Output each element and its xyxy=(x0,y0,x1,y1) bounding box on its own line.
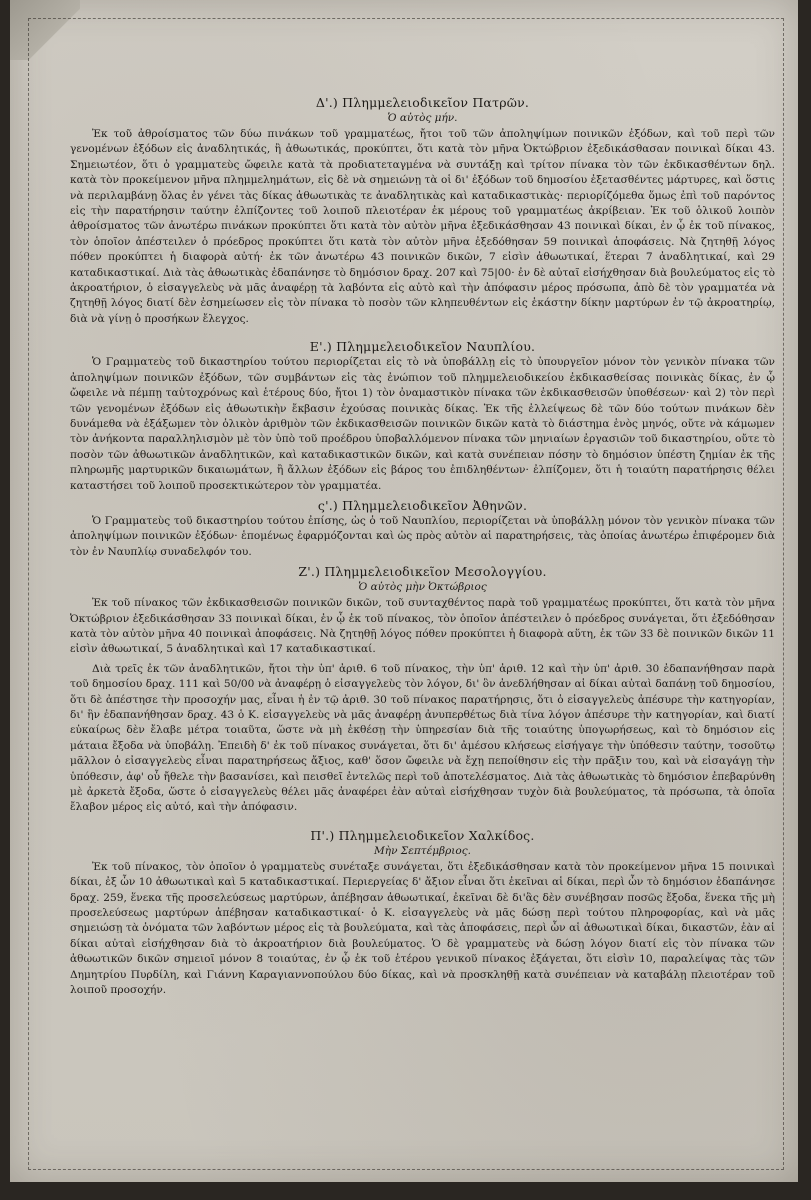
section-athens xyxy=(70,498,775,560)
section-paragraph: Ὁ Γραμματεὺς τοῦ δικαστηρίου τούτου ἐπίσης, ὡς ὁ τοῦ Ναυπλίου, περιορίζεται νὰ ὑποβάλλῃ μόνον τὸν γενικὸν πίνακα τῶν ἀποληψίμων ποινικῶν ἐξόδων· ἑπομένως ἐφαρμόζονται καὶ ὡς πρὸς αὐτὸν αἱ παρατηρήσεις, τὰς ὁποίας ἀνωτέρω ἐπιφέρομεν διὰ τὸν ἐν Ναυπλίῳ συναδελφόν του. xyxy=(70,514,775,558)
section-nafplio xyxy=(70,339,775,494)
section-heading: Ε'.) Πλημμελειοδικεῖον Ναυπλίου. xyxy=(309,339,536,355)
section-subheading: Ὁ αὐτὸς μήν. xyxy=(387,112,458,124)
document-body xyxy=(70,95,775,1003)
section-paragraph: Ἐκ τοῦ πίνακος, τὸν ὁποῖον ὁ γραμματεὺς συνέταξε συνάγεται, ὅτι ἐξεδικάσθησαν κατὰ τὸν προκείμενον μῆνα 15 ποινικαὶ δίκαι, ἐξ ὧν 10 ἀθωωτικαὶ καὶ 5 καταδικαστικαί. Περιεργείας δ' ἄξιον εἶναι ὅτι ἐκεῖναι αἱ δίκαι, περὶ ὧν τὸ δημόσιον ἐδαπάνησε δραχ. 259, ἕνεκα τῆς προσελεύσεως μαρτύρων, ἀπέβησαν ἀθωωτικαί, ἐκεῖναι δὲ δι'ἃς δὲν συνέβησαν ποσῶς ἔξοδα, ἕνεκα τῆς μὴ προσελεύσεως μαρτύρων ἀπέβησαν καταδικαστικαί· ὁ Κ. εἰσαγγελεὺς νὰ μᾶς δώσῃ περὶ τούτου πληροφορίας, καὶ νὰ μᾶς σημειώσῃ τὰ ὀνόματα τῶν λαβόντων μέρος εἰς τὰ βουλεύματα, καὶ τὰς ἀποφάσεις, περὶ ὧν αἱ ἀθωωτικαὶ δίκαι, δικαστῶν, ἐὰν αἱ δίκαι αὐταὶ εἰσήχθησαν διὰ τὸ ἀκροατήριον διὰ βουλεύματος. Ὁ δὲ γραμματεὺς νὰ δώσῃ λόγον διατί εἰς τὸν πίνακα τῶν ἀθωωτικῶν δικῶν σημειοῖ μόνον 8 τοιαύτας, ἐν ᾧ ἐκ τοῦ ἑτέρου γενικοῦ πίνακος ἐξάγεται, ὅτι εἰσὶν 10, παραλείψας τὰς τῶν Δημητρίου Πυρδίλη, καὶ Γιάννη Καραγιαννοπούλου δύο δίκας, καὶ νὰ προσκληθῇ κατὰ συνέπειαν νὰ καταβάλῃ πλειοτέραν τοῦ λοιποῦ προσοχήν. xyxy=(70,860,775,997)
section-heading: Π'.) Πλημμελειοδικεῖον Χαλκίδος. xyxy=(310,827,535,843)
section-paragraph: Διὰ τρεῖς ἐκ τῶν ἀναδλητικῶν, ἤτοι τὴν ὑπ' ἀριθ. 6 τοῦ πίνακος, τὴν ὑπ' ἀριθ. 12 καὶ τὴν ὑπ' ἀριθ. 30 ἐδαπανήθησαν παρὰ τοῦ δημοσίου δραχ. 111 καὶ 50/00 νὰ ἀναφέρῃ ὁ εἰσαγγελεὺς τὸν λόγον, δι' ὃν ἀνεδλήθησαν αἱ δίκαι αὐταὶ δαπάνῃ τοῦ δημοσίου, ὅτι δὲ ἀπέστησε τὴν προσοχήν μας, εἶναι ἡ ἐν τῷ ἀριθ. 30 τοῦ πίνακος παρατήρησις, ὅτι ὁ εἰσαγγελεὺς ἀπέσυρε τὴν κατηγορίαν, δι' ἣν ἐδαπανήθησαν δραχ. 43 ὁ Κ. εἰσαγγελεὺς νὰ μᾶς ἀναφέρῃ ἀνυπερθέτως διὰ τίνα λόγον ἀπέσυρε τὴν κατηγορίαν, καὶ διατί εὐκαίρως δὲν ἔλαβε μέτρα τοιαῦτα, ὥστε νὰ μὴ ἐκθέσῃ τὴν ὑπηρεσίαν διὰ τῆς τοιαύτης ὑπογωρήσεως, καὶ τὸ δημόσιον εἰς μάταια ἔξοδα νὰ ὑποβάλῃ. Ἐπειδὴ δ' ἐκ τοῦ πίνακος συνάγεται, ὅτι δι' ἀμέσου κλήσεως εἰσήγαγε τὴν ὑπόθεσιν ταύτην, τοσοῦτῳ μᾶλλον ὁ εἰσαγγελεὺς εἶναι παρατηρήσεως ἄξιος, καθ' ὅσον ὤφειλε νὰ ἔχῃ πεποίθησιν εἰς τὴν πρᾶξιν του, καὶ νὰ εἰσαγάγῃ τὴν ὑπόθεσιν, ἀφ' οὗ ἤθελε τὴν βασανίσει, καὶ πεισθεῖ ἐντελῶς περὶ τοῦ ἀποτελέσματος. Διὰ τὰς ἀθωωτικὰς τὸ δημόσιον ἐπεβαρύνθη μὲ ἀρκετὰ ἔξοδα, ὥστε ὁ εἰσαγγελεὺς θέλει μᾶς ἀναφέρει ἐὰν αὐταὶ εἰσήχθησαν τυχὸν διὰ βουλεύματος, τὰ πρόσωπα, τὰ ὁποῖα ἔλαβον μέρος εἰς αὐτό, καὶ τὴν ἀπόφασιν. xyxy=(70,662,775,814)
section-patras xyxy=(70,95,775,327)
section-subheading: Ὁ αὐτὸς μὴν Ὀκτώβριος xyxy=(358,581,487,594)
section-paragraph: Ἐκ τοῦ πίνακος τῶν ἐκδικασθεισῶν ποινικῶν δικῶν, τοῦ συνταχθέντος παρὰ τοῦ γραμματέως προκύπτει, ὅτι κατὰ τὸν μῆνα Ὀκτώβριον ἐξεδικάσθησαν 33 ποινικαὶ δίκαι, ἐν ᾧ ἐκ τοῦ πίνακος, τὸν ὁποῖον ἀπέστειλεν ὁ πρόεδρος συνάγεται, ὅτι ἐξεδόθησαν κατὰ τὸν αὐτὸν μῆνα 40 ποινικαὶ ἀποφάσεις. Νὰ ζητηθῇ λόγος πόθεν προκύπτει ἡ διαφορὰ αὕτη, ἐκ τῶν 33 δὲ ποινικῶν δικῶν 11 εἰσὶν ἀθωωτικαί, 5 ἀναδλητικαὶ καὶ 17 καταδικαστικαί. xyxy=(70,597,775,656)
document-page xyxy=(10,0,798,1182)
section-heading: ς'.) Πλημμελειοδικεῖον Ἀθηνῶν. xyxy=(317,497,528,513)
section-paragraph: Ὁ Γραμματεὺς τοῦ δικαστηρίου τούτου περιορίζεται εἰς τὸ νὰ ὑποβάλλῃ εἰς τὸ ὑπουργεῖον μόνον τὸν γενικὸν πίνακα τῶν ἀποληψίμων ποινικῶν ἐξόδων, τῶν συμβάντων εἰς τὰς ἐνώπιον τοῦ πλημμελειοδικείου ἐκδικασθείσας ποινικὰς δίκας, ἐν ᾧ ὤφειλε νὰ πέμπῃ ταὐτοχρόνως καὶ ἑτέρους δύο, ἤτοι 1) τὸν ὀναμαστικὸν πίνακα τῶν ἐκδικασθεισῶν ὑποθέσεων· καὶ 2) τὸν περὶ τῶν γενομένων ἐξόδων εἰς ἀθωωτικὴν ἔκβασιν ἐχούσας ποινικὰς δίκας. Ἐκ τῆς ἐλλείψεως δὲ τῶν δύο τούτων πινάκων δὲν δυνάμεθα νὰ ἐξάξωμεν τὸν ὁλικὸν ἀριθμὸν τῶν ἐκδικασθεισῶν ποινικῶν δικῶν κατὰ τὸ διάστημα ἑνὸς μηνός, οὔτε νὰ κάμωμεν τὸν ἀνήκοντα παραλληλισμὸν μὲ τὸν ὑπὸ τοῦ προέδρου ὑποβαλλόμενον πίνακα τῶν μηνιαίων ἐργασιῶν τοῦ δικαστηρίου, οὔτε τὸ ποσὸν τῶν ἀθωωτικῶν ἀναδλητικῶν, καὶ καταδικαστικῶν δικῶν, καὶ κατὰ συνέπειαν πόσην τὸ δημόσιον ὑπέστη ζημίαν ἐκ τῆς πληρωμῆς μαρτυρικῶν δικαιωμάτων, ἢ ἄλλων ἐξόδων εἰς βάρος του ἐπιδληθέντων· ἐλπίζομεν, ὅτι ἡ τοιαύτη παρατήρησις θέλει καταστήσει τοῦ λοιποῦ προσεκτικώτερον τὸν γραμματέα. xyxy=(70,356,775,492)
section-heading: Ζ'.) Πλημμελειοδικεῖον Μεσολογγίου. xyxy=(298,564,547,580)
section-paragraph: Ἐκ τοῦ ἀθροίσματος τῶν δύω πινάκων τοῦ γραμματέως, ἤτοι τοῦ τῶν ἀποληψίμων ποινικῶν ἐξόδων, καὶ τοῦ περὶ τῶν γενομένων ἐξόδων εἰς ἀναδλητικάς, ἢ ἀθωωτικάς, προκύπτει, ὅτι κατὰ τὸν μῆνα Ὀκτώβριον ἐξεδικάσθασαν ποινικαὶ δίκαι 43. Σημειωτέον, ὅτι ὁ γραμματεὺς ὤφειλε κατὰ τὰ προδιατεταγμένα νὰ συντάξῃ καὶ τρίτον πίνακα τὸν τῶν ἐκδικασθέντων δηλ. κατὰ τὸν προκείμενον μῆνα πλημμελημάτων, εἰς δὲ νὰ σημειώνῃ τὰ οἱ δι' ἐξόδων τοῦ δημοσίου ἐξετασθέντες μάρτυρες, καὶ ὅστις νὰ περιλαμβάνῃ ὅλας ἐν γένει τὰς δίκας ἀθωωτικὰς τε ἀναδλητικὰς καὶ καταδικαστικὰς· περιορίζόμεθα ὅμως ἐπὶ τοῦ παρόντος εἰς τὴν παρατήρησιν ταύτην ἐλπίζοντες τοῦ λοιποῦ πλειοτέραν ἐκ μέρους τοῦ γραμματέως ἀκρίβειαν. Ἐκ τοῦ ὁλικοῦ λοιπὸν ἀθροίσματος τῶν ἀνωτέρω πινάκων προκύπτει ὅτι κατὰ τὸν αὐτὸν μῆνα ἐξεδικάσθησαν 43 ποινικαὶ δίκαι, ἐν ᾧ ἐκ τοῦ πίνακος, τὸν ὁποῖον ἀπέστειλεν ὁ πρόεδρος προκύπτει ὅτι κατὰ τὸν αὐτὸν μῆνα ἐξεδόθησαν 59 ποινικαὶ ἀποφάσεις. Νὰ ζητηθῇ λόγος πόθεν προκύπτει ἡ διαφορὰ αὐτή· ἐκ τῶν ἀνωτέρω 43 ποινικῶν δικῶν, 7 εἰσὶν ἀθωωτικαί, ἕτεραι 7 ἀναδλητικαί, καὶ 29 καταδικαστικαί. Διὰ τὰς ἀθωωτικὰς ἐδαπάνησε τὸ δημόσιον δραχ. 207 καὶ 75|00· ἐν δὲ αὐταῖ εἰσήχθησαν διὰ βουλεύματος εἰς τὸ ἀκροατήριον, ὁ εἰσαγγελεὺς νὰ μᾶς ἀναφέρῃ τὰ λαβόντα εἰς αὐτὸ καὶ τὴν ἀπόφασιν μέρος πρόσωπα, ἀπὸ δὲ τὸν γραμματέα νὰ ζητηθῇ λόγος διατί δὲν ἐσημείωσεν εἰς τὸν πίνακα τὸ ποσὸν τῶν κληπευθέντων εἰς ἑκάστην δίκην μαρτύρων ἐν τῷ ἀκροατηρίῳ, διὰ νὰ γίνῃ ὁ προσήκων ἔλεγχος. xyxy=(70,128,775,325)
section-chalkida xyxy=(70,828,775,999)
section-subheading: Μὴν Σεπτέμβριος. xyxy=(374,844,471,857)
section-mesolongi xyxy=(70,564,775,816)
page-fold xyxy=(10,0,80,60)
section-heading: Δ'.) Πλημμελειοδικεῖον Πατρῶν. xyxy=(315,95,530,110)
